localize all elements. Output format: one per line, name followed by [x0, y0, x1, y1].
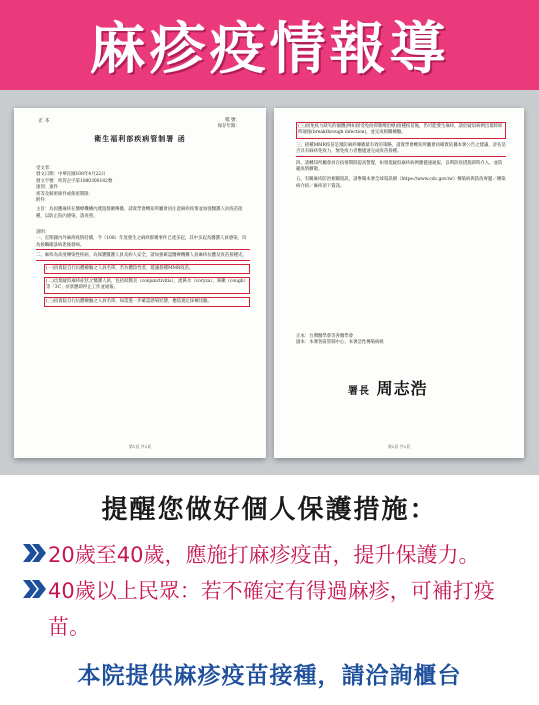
header-banner [0, 0, 539, 90]
double-chevron-right-icon [22, 578, 48, 600]
reminder-text: 40歲以上民眾：若不確定有得過麻疹，可補打疫苗。 [48, 579, 495, 639]
page-title: 麻疹疫情報導 [89, 17, 450, 82]
reminder-item [22, 573, 522, 645]
page-number: 第1頁 共2頁 [128, 444, 152, 449]
reminder-text: 20歲至40歲，應施打麻疹疫苗，提升保護力。 [48, 543, 480, 567]
body-paragraph: 說明： [36, 230, 50, 235]
signature-name: 周志浩 [376, 379, 428, 398]
body-paragraph: 二、麻疹為高度傳染性疾病，為保護醫護人員及病人安全，請加強確認醫療機構人員麻疹抗體及疫苗接種史。 [36, 253, 250, 260]
document-body [296, 122, 506, 190]
reminder-title: 提醒您做好個人保護措施： [101, 495, 438, 525]
body-paragraph: 五、有關麻疹防治相關資訊，請參閱本署全球資訊網（https://www.cdc.gov.tw）傳染病與防疫專題／傳染病介紹／麻疹項下資訊。 [296, 177, 506, 189]
meta-line: 發文字號：疾管企字第1080300182號 [36, 178, 113, 184]
signature-title: 署長 [348, 386, 370, 397]
meta-line: 受文者： [36, 166, 54, 171]
body-paragraph: 四、請轉知所屬會員在疫情期間提高警覺，如發現疑似麻疹病例應儘速通報，以利防疫措施即時介入，並防範疫情擴散。 [296, 160, 503, 173]
director-signature [348, 376, 428, 399]
reminder-item [22, 537, 479, 573]
cc-list: 正本：台灣醫學會等各醫學會 副本：本署各區管制中心、本署急性傳染病組 [296, 334, 384, 346]
meta-line: 速別：速件 [36, 185, 58, 191]
body-paragraph: 三、接種MMR疫苗是預防麻疹傳播最有效的策略，請貴學會轉知所屬會員確實依據本署公告之建議，評估是否具有麻疹免疫力，無免疫力者應儘速完成疫苗接種。 [296, 143, 506, 157]
clinic-notice: 本院提供麻疹疫苗接種，請洽詢櫃台 [77, 663, 462, 689]
body-paragraph: 一、近期國內外麻疹疫情持續，今（108）年度發生之麻疹群聚事件已達多起，其中多起為醫護人員感染，均為接觸確診病患後發病。 [36, 236, 250, 250]
page-number: 第2頁 共2頁 [387, 444, 411, 449]
meta-line: 發文日期：中華民國108年4月22日 [36, 172, 106, 178]
reminder-section [0, 475, 539, 705]
archive-info: 檔 號： 保存年限： [217, 118, 240, 129]
body-paragraph: (三)因免疫力缺失的個體(例如接受免疫抑制劑治療)接種疫苗後，仍可能發生麻疹，請於疑似病例出現時即時通報(breakthrough infection)，並完成相關檢驗。 [296, 122, 506, 139]
body-paragraph: (三)因貴院自行抗體檢驗之人員名單，如需進一步確認感染狀態，應依規定採檢送驗。 [44, 297, 250, 307]
body-paragraph: (一)因貴院自行抗體檢驗之人員名單，若抗體陰性者，建議接種MMR疫苗。 [44, 264, 250, 274]
document-agency: 衛生福利部疾病管制署 函 [94, 134, 186, 143]
meta-line: 密等及解密條件或保密期限： [36, 191, 94, 197]
meta-line: 附件： [36, 198, 50, 204]
meta-subject: 主旨：為因應麻疹在醫療機構內透過群聚傳播，請貴學會轉知所屬會員注意麻疹疫情並加強醫護人員疫苗接種，以防止院內感染，請查照。 [36, 207, 243, 219]
document-page-1 [14, 108, 266, 458]
document-page-2 [274, 108, 524, 458]
body-paragraph: (二)出現疑似麻疹症狀之醫護人員，包括結膜炎（conjunctivitis）、流鼻水（coryza）、咳嗽（cough）等「3C」症狀應即停止工作並通報。 [44, 277, 250, 294]
document-body [36, 230, 250, 310]
double-chevron-right-icon [22, 542, 48, 564]
original-stamp: 正 本 [38, 118, 50, 124]
scanned-documents [0, 90, 539, 475]
document-meta [36, 166, 246, 220]
